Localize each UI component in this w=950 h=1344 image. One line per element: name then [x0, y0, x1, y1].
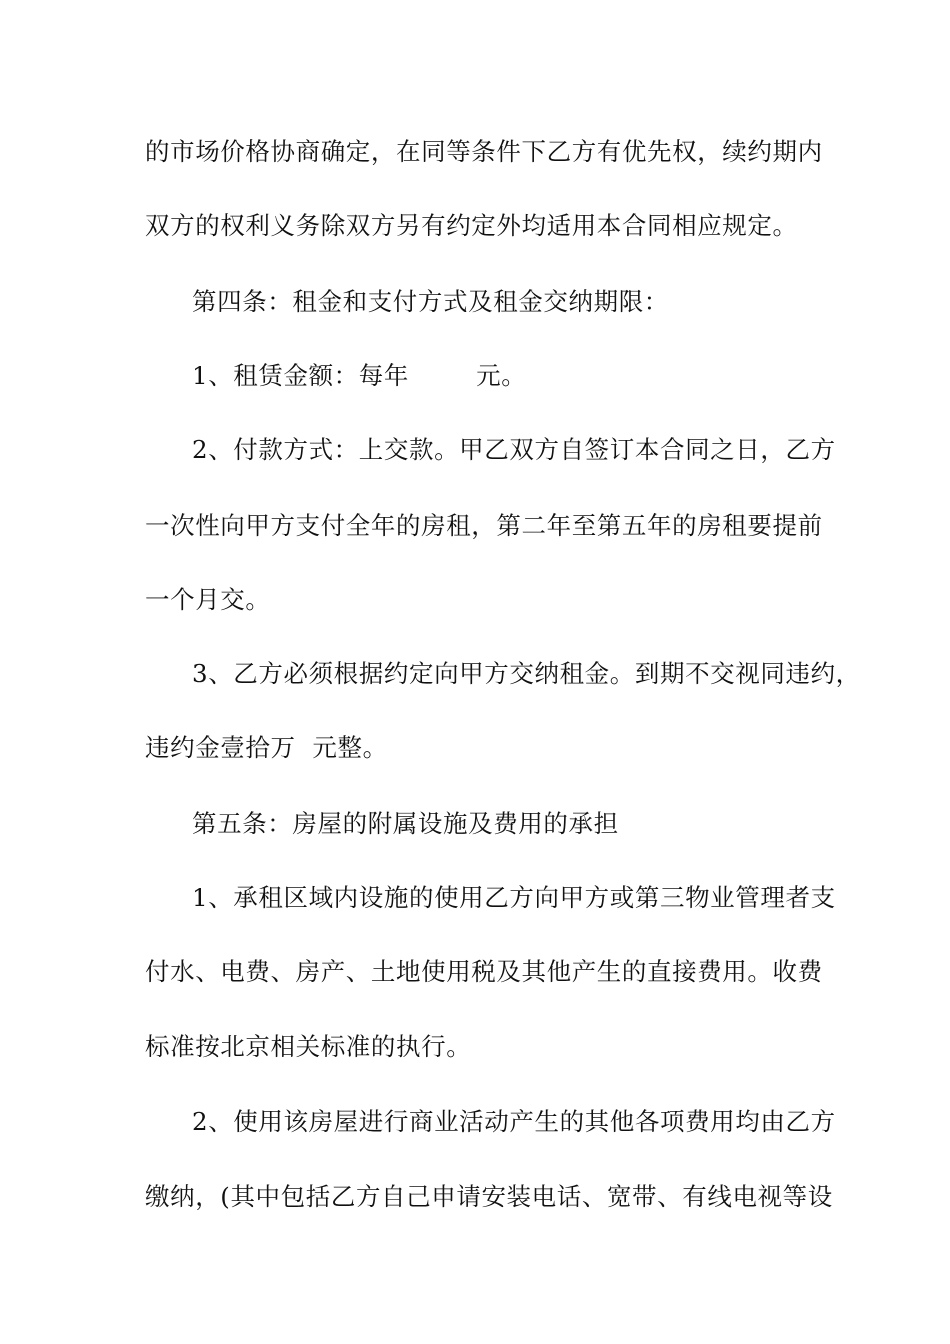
paragraph-line: 一个月交。: [145, 585, 271, 614]
paragraph-line: 2、付款方式：上交款。甲乙双方自签订本合同之日，乙方: [192, 435, 836, 464]
paragraph-line: 缴纳，(其中包括乙方自己申请安装电话、宽带、有线电视等设: [145, 1182, 833, 1211]
paragraph-line: 2、使用该房屋进行商业活动产生的其他各项费用均由乙方: [192, 1107, 836, 1136]
article-heading: 第四条：租金和支付方式及租金交纳期限：: [192, 287, 669, 316]
paragraph-line: 违约金壹拾万 元整。: [145, 733, 388, 762]
paragraph-line: 一次性向甲方支付全年的房租，第二年至第五年的房租要提前: [145, 511, 823, 540]
paragraph-line: 标准按北京相关标准的执行。: [145, 1032, 472, 1061]
paragraph-line: 付水、电费、房产、土地使用税及其他产生的直接费用。收费: [145, 957, 823, 986]
paragraph-line: 的市场价格协商确定，在同等条件下乙方有优先权，续约期内: [145, 137, 823, 166]
paragraph-line: 1、租赁金额：每年 元。: [192, 361, 527, 390]
article-heading: 第五条：房屋的附属设施及费用的承担: [192, 809, 619, 838]
paragraph-line: 双方的权利义务除双方另有约定外均适用本合同相应规定。: [145, 211, 798, 240]
paragraph-line: 1、承租区域内设施的使用乙方向甲方或第三物业管理者支: [192, 883, 836, 912]
paragraph-line: 3、乙方必须根据约定向甲方交纳租金。到期不交视同违约，: [192, 659, 861, 688]
